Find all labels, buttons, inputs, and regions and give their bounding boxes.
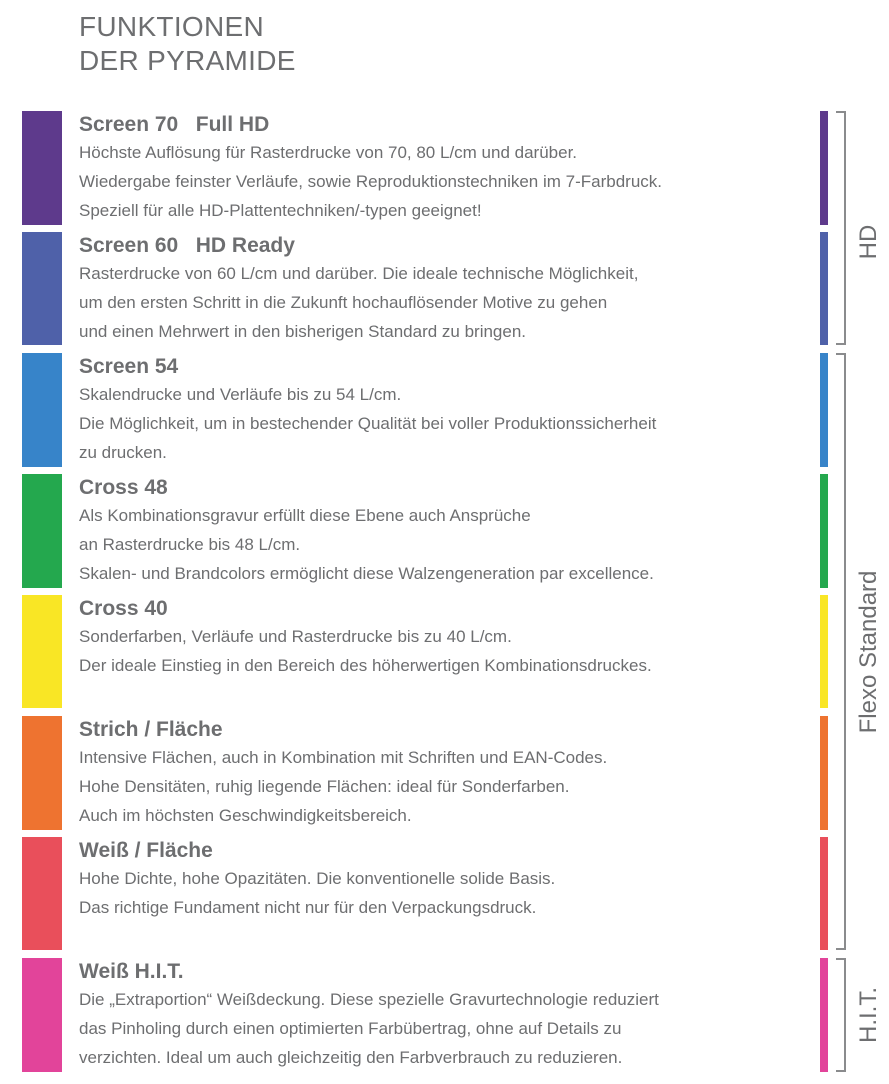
color-swatch: [22, 958, 62, 1072]
group-bracket-hd: [836, 111, 846, 345]
color-swatch: [22, 474, 62, 588]
page-title-line-1: FUNKTIONEN: [79, 11, 264, 42]
color-swatch: [22, 232, 62, 345]
level-heading: Screen 70 Full HD: [79, 113, 270, 136]
level-description-line: Skalen- und Brandcolors ermöglicht diese Walzengeneration par excellence.: [79, 564, 654, 583]
level-content: [79, 111, 809, 225]
level-side-bar: [820, 111, 828, 225]
group-label-hit: H.I.T.: [855, 986, 882, 1044]
level-description-line: Die Möglichkeit, um in bestechender Qualität bei voller Produktionssicherheit: [79, 414, 657, 433]
level-content: [79, 595, 809, 680]
level-heading: Weiß H.I.T.: [79, 960, 184, 983]
level-heading: Cross 48: [79, 476, 168, 499]
color-swatch: [22, 837, 62, 950]
level-description-line: Wiedergabe feinster Verläufe, sowie Reproduktionstechniken im 7-Farbdruck.: [79, 172, 663, 191]
level-description-line: Sonderfarben, Verläufe und Rasterdrucke bis zu 40 L/cm.: [79, 627, 512, 646]
level-description-line: Auch im höchsten Geschwindigkeitsbereich.: [79, 806, 412, 825]
level-side-bar: [820, 353, 828, 467]
level-content: [79, 837, 809, 922]
level-content: [79, 353, 809, 467]
level-heading: Weiß / Fläche: [79, 839, 213, 862]
color-swatch: [22, 716, 62, 830]
color-swatch: [22, 595, 62, 708]
level-description-line: Als Kombinationsgravur erfüllt diese Ebene auch Ansprüche: [79, 506, 531, 525]
level-description-line: und einen Mehrwert in den bisherigen Standard zu bringen.: [79, 322, 527, 341]
level-content: [79, 474, 809, 588]
level-description-line: Die „Extraportion“ Weißdeckung. Diese spezielle Gravurtechnologie reduziert: [79, 990, 659, 1009]
page-title: [79, 10, 296, 78]
color-swatch: [22, 111, 62, 225]
level-description-line: an Rasterdrucke bis 48 L/cm.: [79, 535, 301, 554]
level-description-line: verzichten. Ideal um auch gleichzeitig den Farbverbrauch zu reduzieren.: [79, 1048, 623, 1067]
level-content: [79, 232, 809, 346]
level-description-line: Rasterdrucke von 60 L/cm und darüber. Die ideale technische Möglichkeit,: [79, 264, 639, 283]
level-description-line: Hohe Dichte, hohe Opazitäten. Die konventionelle solide Basis.: [79, 869, 556, 888]
level-heading: Screen 54: [79, 355, 179, 378]
level-description-line: Das richtige Fundament nicht nur für den Verpackungsdruck.: [79, 898, 537, 917]
level-heading: Screen 60 HD Ready: [79, 234, 295, 257]
level-heading: Strich / Fläche: [79, 718, 223, 741]
level-side-bar: [820, 595, 828, 708]
group-bracket-flexo-standard: [836, 353, 846, 950]
level-content: [79, 958, 809, 1072]
group-label-flexo-standard: Flexo Standard: [855, 570, 882, 734]
level-side-bar: [820, 837, 828, 950]
level-side-bar: [820, 958, 828, 1072]
group-bracket-hit: [836, 958, 846, 1072]
page-title-line-2: DER PYRAMIDE: [79, 45, 296, 76]
level-description-line: Intensive Flächen, auch in Kombination mit Schriften und EAN-Codes.: [79, 748, 608, 767]
level-description-line: das Pinholing durch einen optimierten Farbübertrag, ohne auf Details zu: [79, 1019, 622, 1038]
level-side-bar: [820, 474, 828, 588]
level-side-bar: [820, 232, 828, 345]
level-content: [79, 716, 809, 830]
group-label-hd: HD: [855, 224, 882, 260]
level-heading: Cross 40: [79, 597, 168, 620]
level-side-bar: [820, 716, 828, 830]
level-description-line: zu drucken.: [79, 443, 167, 462]
color-swatch: [22, 353, 62, 467]
level-description-line: Skalendrucke und Verläufe bis zu 54 L/cm.: [79, 385, 402, 404]
level-description-line: Hohe Densitäten, ruhig liegende Flächen: ideal für Sonderfarben.: [79, 777, 570, 796]
level-description-line: Höchste Auflösung für Rasterdrucke von 70, 80 L/cm und darüber.: [79, 143, 578, 162]
level-description-line: Speziell für alle HD-Plattentechniken/-typen geeignet!: [79, 201, 482, 220]
level-description-line: Der ideale Einstieg in den Bereich des höherwertigen Kombinationsdruckes.: [79, 656, 652, 675]
level-description-line: um den ersten Schritt in die Zukunft hochauflösender Motive zu gehen: [79, 293, 608, 312]
